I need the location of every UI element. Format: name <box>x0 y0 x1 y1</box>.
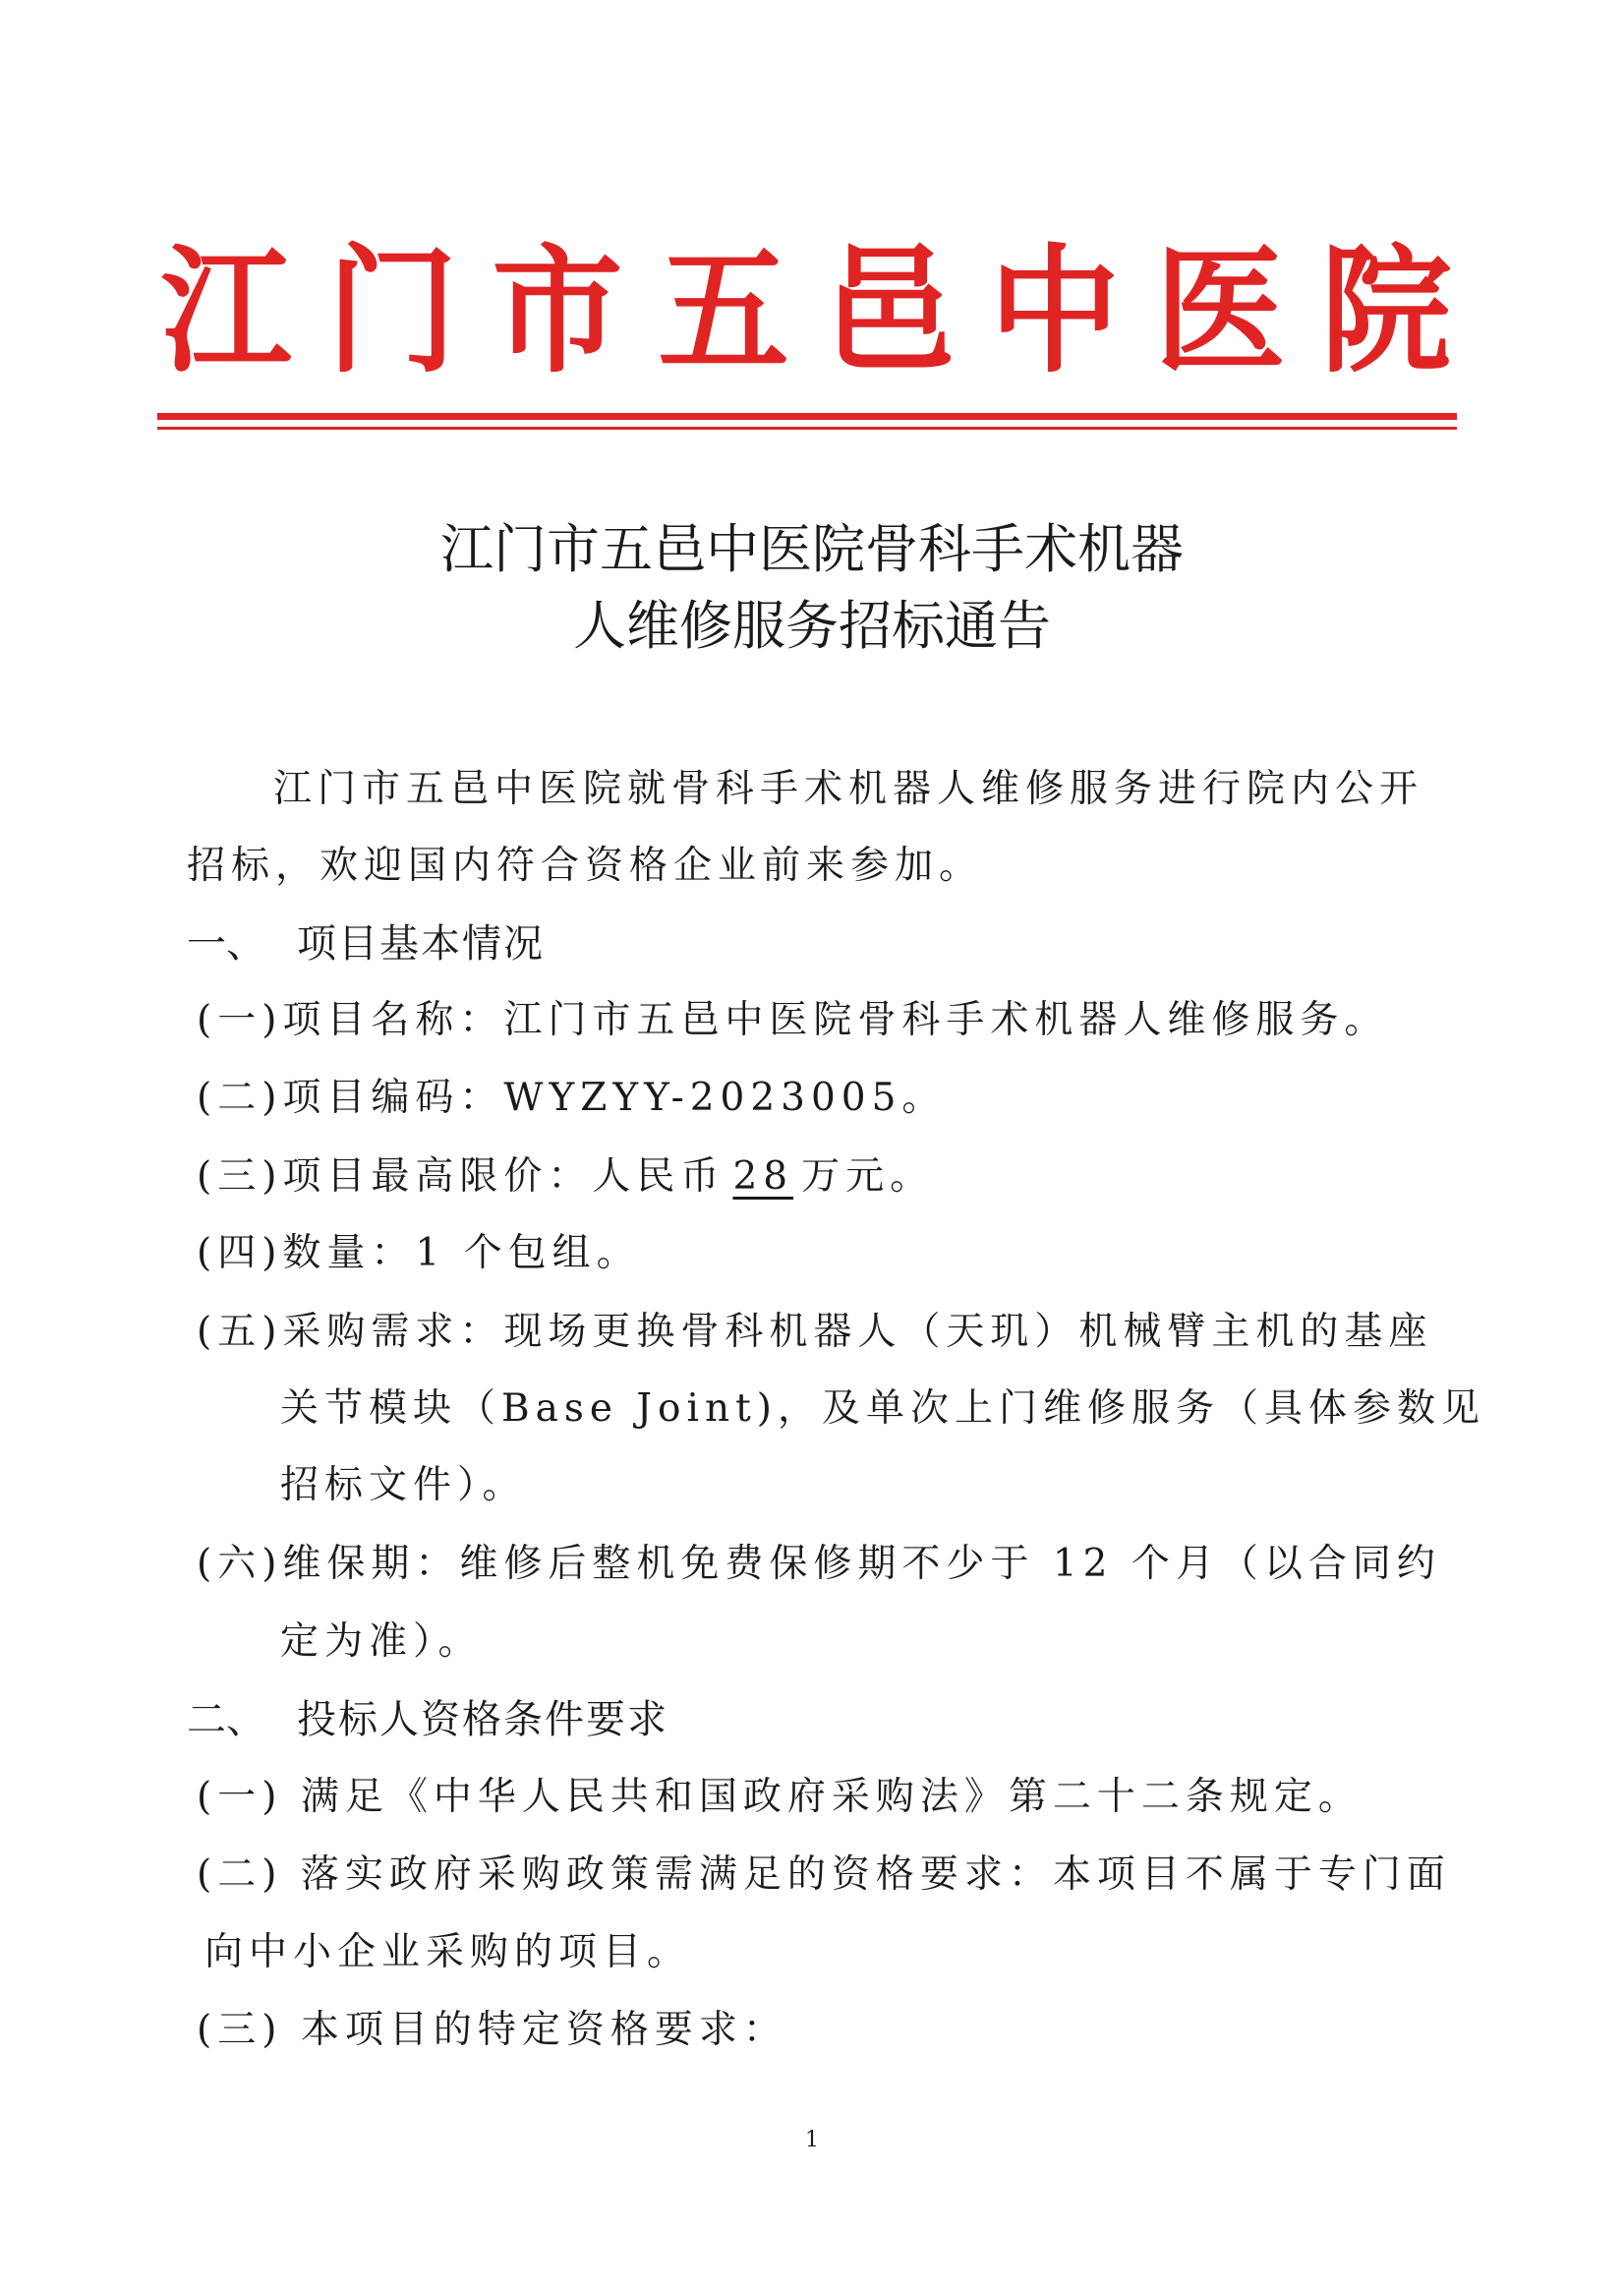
letterhead-char: 医 <box>1154 231 1286 392</box>
price-amount: 28 <box>732 1154 794 1199</box>
section-1-item-4: (四)数量：1 个包组。 <box>197 1231 641 1275</box>
intro-line-1: 江门市五邑中医院就骨科手术机器人维修服务进行院内公开 <box>273 767 1424 811</box>
letterhead-char: 院 <box>1320 231 1452 392</box>
document-title-line-2: 人维修服务招标通告 <box>573 595 1051 657</box>
section-2-heading <box>187 1695 668 1744</box>
letterhead-char: 江 <box>160 231 292 392</box>
section-1-number: 一、 <box>187 921 265 967</box>
section-1-item-5-line-3: 招标文件）。 <box>280 1463 527 1507</box>
section-1-item-3 <box>197 1152 934 1202</box>
section-1-item-2: (二)项目编码：WYZYY-2023005。 <box>197 1076 947 1120</box>
page-number: 1 <box>805 2128 819 2152</box>
section-2-item-2-line-2: 向中小企业采购的项目。 <box>204 1930 692 1974</box>
section-1-heading <box>187 919 545 969</box>
document-title <box>0 511 1624 665</box>
section-1-item-5-line-1: (五)采购需求：现场更换骨科机器人（天玑）机械臂主机的基座 <box>197 1310 1433 1354</box>
section-2-title: 投标人资格条件要求 <box>297 1697 668 1742</box>
price-label: (三)项目最高限价：人民币 <box>197 1154 725 1199</box>
section-2-number: 二、 <box>187 1697 265 1742</box>
section-2-item-2-line-1: (二) 落实政府采购政策需满足的资格要求：本项目不属于专门面 <box>197 1852 1451 1897</box>
letterhead-char: 中 <box>989 231 1121 392</box>
section-1-item-6-line-2: 定为准）。 <box>280 1619 483 1664</box>
price-unit: 万元。 <box>801 1154 935 1199</box>
document-title-line-1: 江门市五邑中医院骨科手术机器 <box>440 518 1184 580</box>
intro-line-2: 招标，欢迎国内符合资格企业前来参加。 <box>187 844 984 888</box>
letterhead-char: 市 <box>492 231 623 392</box>
letterhead-rule-thick <box>157 413 1457 420</box>
letterhead-char: 门 <box>326 231 458 392</box>
letterhead-char: 邑 <box>823 231 955 392</box>
section-2-item-3: (三) 本项目的特定资格要求： <box>197 2008 787 2052</box>
letterhead-char: 五 <box>658 231 789 392</box>
section-1-item-1: (一)项目名称：江门市五邑中医院骨科手术机器人维修服务。 <box>197 998 1389 1042</box>
section-1-item-5-line-2: 关节模块（Base Joint)，及单次上门维修服务（具体参数见 <box>280 1386 1485 1431</box>
section-2-item-1: (一) 满足《中华人民共和国政府采购法》第二十二条规定。 <box>197 1775 1363 1819</box>
section-1-title: 项目基本情况 <box>297 921 545 967</box>
letterhead-rule-thin <box>157 427 1457 430</box>
section-1-item-6-line-1: (六)维保期：维修后整机免费保修期不少于 12 个月（以合同约 <box>197 1542 1441 1586</box>
letterhead <box>157 228 1455 395</box>
